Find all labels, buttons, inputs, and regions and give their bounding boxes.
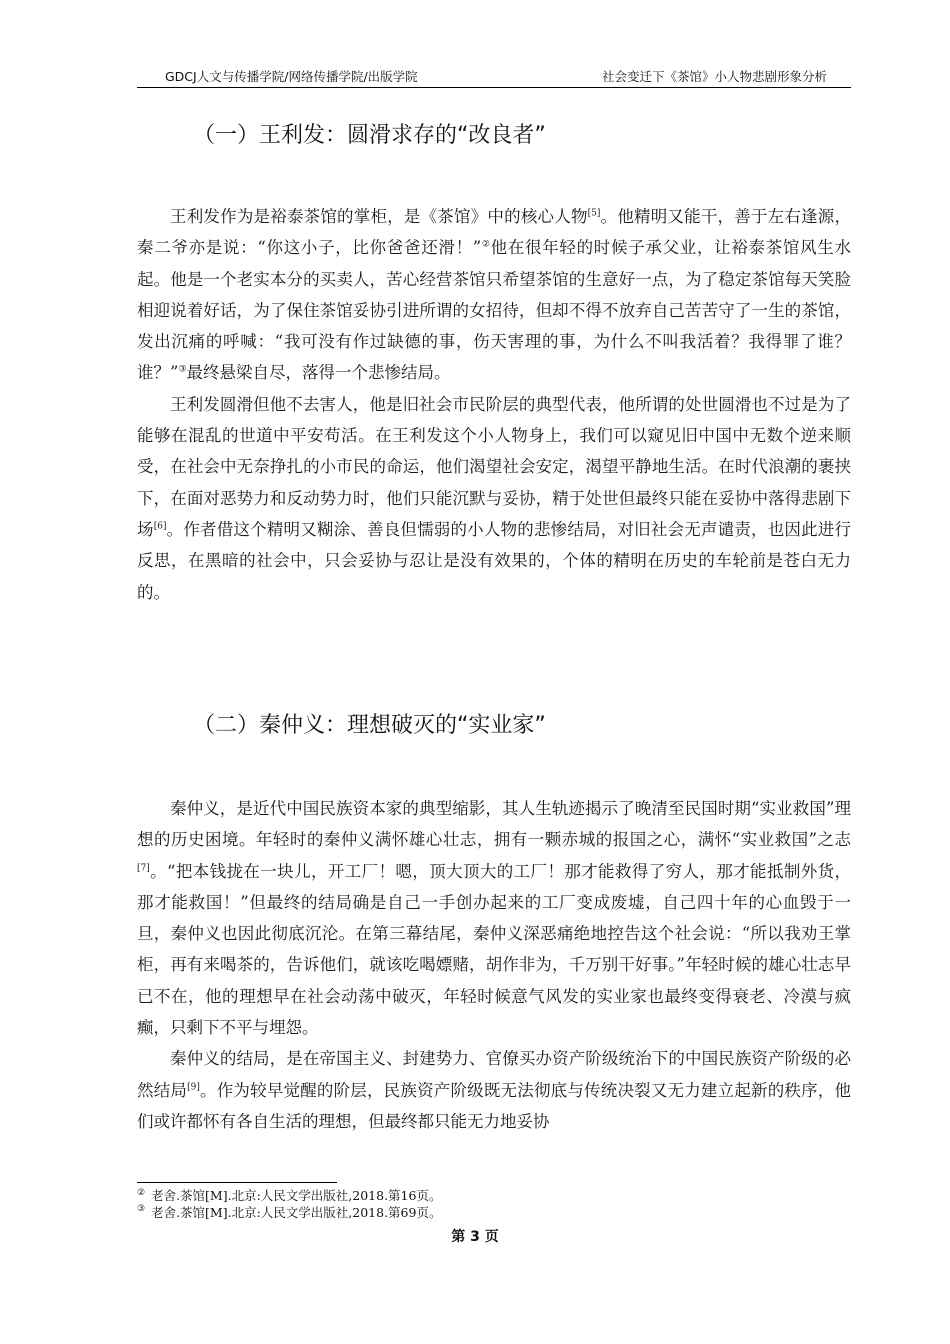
header-institution: GDCJ人文与传播学院/网络传播学院/出版学院 (165, 69, 418, 84)
paragraph: 秦仲义，是近代中国民族资本家的典型缩影，其人生轨迹揭示了晚清至民国时期“实业救国”理想的历史困境。年轻时的秦仲义满怀雄心壮志，拥有一颗赤城的报国之心，满怀“实业救国”之志[7]。“把本钱拢在一块儿，开工厂！嗯，顶大顶大的工厂！那才能救得了穷人，那才能抵制外货，那才能救国！”但最终的结局确是自己一手创办起来的工厂变成废墟，自己四十年的心血毁于一旦，秦仲义也因此彻底沉沦。在第三幕结尾，秦仲义深恶痛绝地控告这个社会说：“所以我劝王掌柜，再有来喝茶的，告诉他们，就该吃喝嫖赌，胡作非为，千万别干好事。”年轻时候的雄心壮志早已不在，他的理想早在社会动荡中破灭，年轻时候意气风发的实业家也最终变得衰老、冷漠与疯癫，只剩下不平与埋怨。 (137, 799, 851, 1038)
header-paper-title: 社会变迁下《茶馆》小人物悲剧形象分析 (601, 69, 827, 84)
citation-marker: [9] (187, 1082, 200, 1093)
citation-marker: [7] (137, 863, 150, 874)
paragraph: 王利发圆滑但他不去害人，他是旧社会市民阶层的典型代表，他所谓的处世圆滑也不过是为了能够在混乱的世道中平安苟活。在王利发这个小人物身上，我们可以窥见旧中国中无数个逆来顺受，在社会中无奈挣扎的小市民的命运，他们渴望社会安定，渴望平静地生活。在时代浪潮的裹挟下，在面对恶势力和反动势力时，他们只能沉默与妥协，精于处世但最终只能在妥协中落得悲剧下场[6]。作者借这个精明又糊涂、善良但懦弱的小人物的悲惨结局，对旧社会无声谴责，也因此进行反思，在黑暗的社会中，只会妥协与忍让是没有效果的，个体的精明在历史的车轮前是苍白无力的。 (137, 394, 852, 602)
section-title-wang-lifa: （一）王利发：圆滑求存的“改良者” (193, 123, 546, 148)
footnote: ③ 老舍.茶馆[M].北京:人民文学出版社,2018.第69页。 (137, 1204, 442, 1220)
footnote-marker: ② (481, 239, 491, 250)
page-number: 第 3 页 (451, 1229, 499, 1245)
citation-marker: [5] (587, 208, 601, 219)
section-title-qin-zhongyi: （二）秦仲义：理想破灭的“实业家” (193, 713, 546, 738)
footnote: ② 老舍.茶馆[M].北京:人民文学出版社,2018.第16页。 (137, 1187, 442, 1203)
section-body-wang-lifa (137, 201, 851, 608)
section-body-qin-zhongyi (137, 793, 851, 1137)
footnote-marker: ③ (178, 364, 187, 375)
citation-marker: [6] (153, 521, 167, 532)
footnote-divider (137, 1182, 337, 1183)
page-header (137, 67, 851, 88)
paragraph: 王利发作为是裕泰茶馆的掌柜，是《茶馆》中的核心人物[5]。他精明又能干，善于左右逢源，秦二爷亦是说：“你这小子，比你爸爸还滑！”②他在很年轻的时候子承父业，让裕泰茶馆风生水起。他是一个老实本分的买卖人，苦心经营茶馆只希望茶馆的生意好一点，为了稳定茶馆每天笑脸相迎说着好话，为了保住茶馆妥协引进所谓的女招待，但却不得不放弃自己苦苦守了一生的茶馆，发出沉痛的呼喊：“我可没有作过缺德的事，伤天害理的事，为什么不叫我活着？我得罪了谁？谁？”③最终悬梁自尽，落得一个悲惨结局。 (137, 207, 852, 383)
paragraph: 秦仲义的结局，是在帝国主义、封建势力、官僚买办资产阶级统治下的中国民族资产阶级的必然结局[9]。作为较早觉醒的阶层，民族资产阶级既无法彻底与传统决裂又无力建立起新的秩序，他们或许都怀有各自生活的理想，但最终都只能无力地妥协 (137, 1049, 852, 1131)
footnotes (137, 1188, 851, 1221)
